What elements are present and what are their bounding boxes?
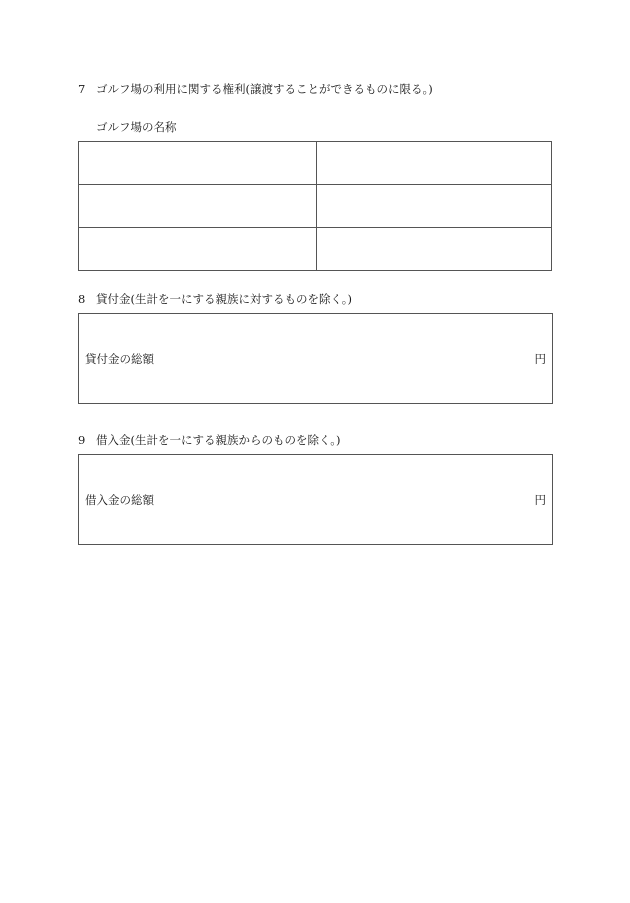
section-8-number: 8 [78,292,86,306]
section-7-number: 7 [78,82,86,96]
golf-course-name-cell[interactable] [79,228,317,271]
golf-course-name-label: ゴルフ場の名称 [96,120,177,134]
section-9-number: 9 [78,433,86,447]
golf-course-detail-cell[interactable] [317,228,552,271]
golf-course-name-cell[interactable] [79,142,317,185]
golf-course-detail-cell[interactable] [317,185,552,228]
loans-receivable-total-label: 貸付金の総額 [85,352,154,366]
section-9-title: 借入金(生計を一にする親族からのものを除く。) [96,433,341,447]
golf-course-name-cell[interactable] [79,185,317,228]
yen-unit: 円 [534,493,546,507]
table-row [79,142,552,185]
section-8-heading [78,292,352,306]
section-9-heading [78,433,341,447]
borrowings-total-label: 借入金の総額 [85,493,154,507]
loans-receivable-box[interactable] [78,313,553,404]
golf-course-name-table [78,141,552,271]
golf-course-detail-cell[interactable] [317,142,552,185]
section-8-title: 貸付金(生計を一にする親族に対するものを除く。) [96,292,352,306]
yen-unit: 円 [534,352,546,366]
table-row [79,228,552,271]
section-7-heading [78,82,433,96]
section-7-title: ゴルフ場の利用に関する権利(譲渡することができるものに限る。) [96,82,433,96]
borrowings-box[interactable] [78,454,553,545]
table-row [79,185,552,228]
